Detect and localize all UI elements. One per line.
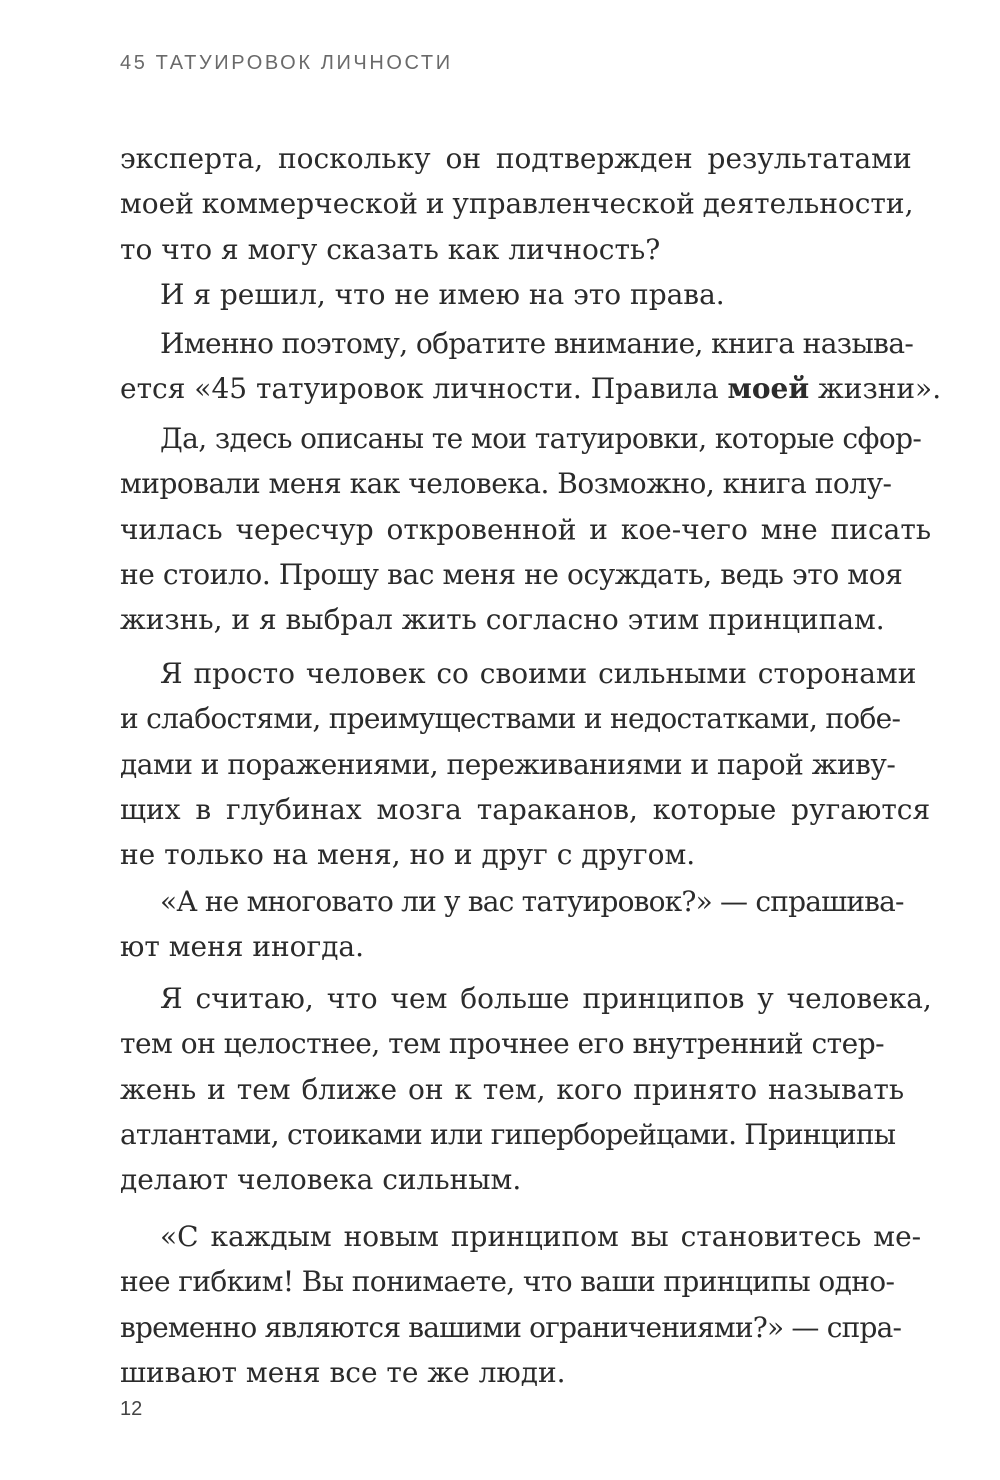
text-line: атлантами, стоиками или гиперборейцами. Принципы [120,1117,896,1151]
text-line: не только на меня, но и друг с другом. [120,838,696,872]
text-line: Именно поэтому, обратите внимание, книга называ- [160,327,914,360]
text-line: нее гибким! Вы понимаете, что ваши принципы одно- [120,1265,895,1299]
page-number: 12 [120,1398,143,1420]
text-line: дами и поражениями, переживаниями и парой живу- [120,747,896,781]
paragraph-3 [120,321,942,412]
paragraph-1 [120,136,914,272]
text-fragment: жизни». [809,372,942,406]
paragraph-2 [120,272,888,321]
paragraph-8 [120,1214,922,1395]
text-line: эксперта, поскольку он подтвержден результатами [120,142,912,175]
paragraph-6 [120,879,904,972]
text-line: тем он целостнее, тем прочнее его внутренний стер- [120,1027,885,1061]
text-line: щих в глубинах мозга тараканов, которые ругаются [120,792,931,826]
text-line: шивают меня все те же люди. [120,1355,566,1389]
text-line: ют меня иногда. [120,930,365,964]
text-line: Да, здесь описаны те мои татуировки, которые сфор- [160,422,922,455]
text-line: «С каждым новым принципом вы становитесь ме- [160,1220,922,1253]
text-line: Я просто человек со своими сильными сторонами [160,657,917,690]
body-text [120,136,942,1395]
text-line: чилась чересчур откровенной и кое-чего мне писать [120,512,932,546]
paragraph-7 [120,976,932,1202]
text-line: не стоило. Прошу вас меня не осуждать, ведь это моя [120,557,903,591]
text-line: то что я могу сказать как личность? [120,232,661,266]
emphasis-text: моей [727,372,810,406]
text-line: Я считаю, что чем больше принципов у человека, [160,982,932,1015]
text-line: делают человека сильным. [120,1163,522,1197]
text-fragment: ется «45 татуировок личности. Правила [120,372,728,406]
text-line: временно являются вашими ограничениями?» — спра- [120,1310,902,1344]
text-line: и слабостями, преимуществами и недостатками, побе- [120,702,901,736]
running-header: 45 ТАТУИРОВОК ЛИЧНОСТИ [120,52,453,74]
text-line: жизнь, и я выбрал жить согласно этим принципам. [120,603,885,637]
text-line: мировали меня как человека. Возможно, книга полу- [120,467,892,501]
text-line: И я решил, что не имею на это права. [160,278,725,311]
paragraph-4 [120,416,932,642]
text-line: моей коммерческой и управленческой деятельности, [120,187,914,221]
text-line: «А не многовато ли у вас татуировок?» — спрашива- [160,885,904,918]
text-line: жень и тем ближе он к тем, кого принято называть [120,1072,905,1106]
paragraph-5 [120,651,931,877]
